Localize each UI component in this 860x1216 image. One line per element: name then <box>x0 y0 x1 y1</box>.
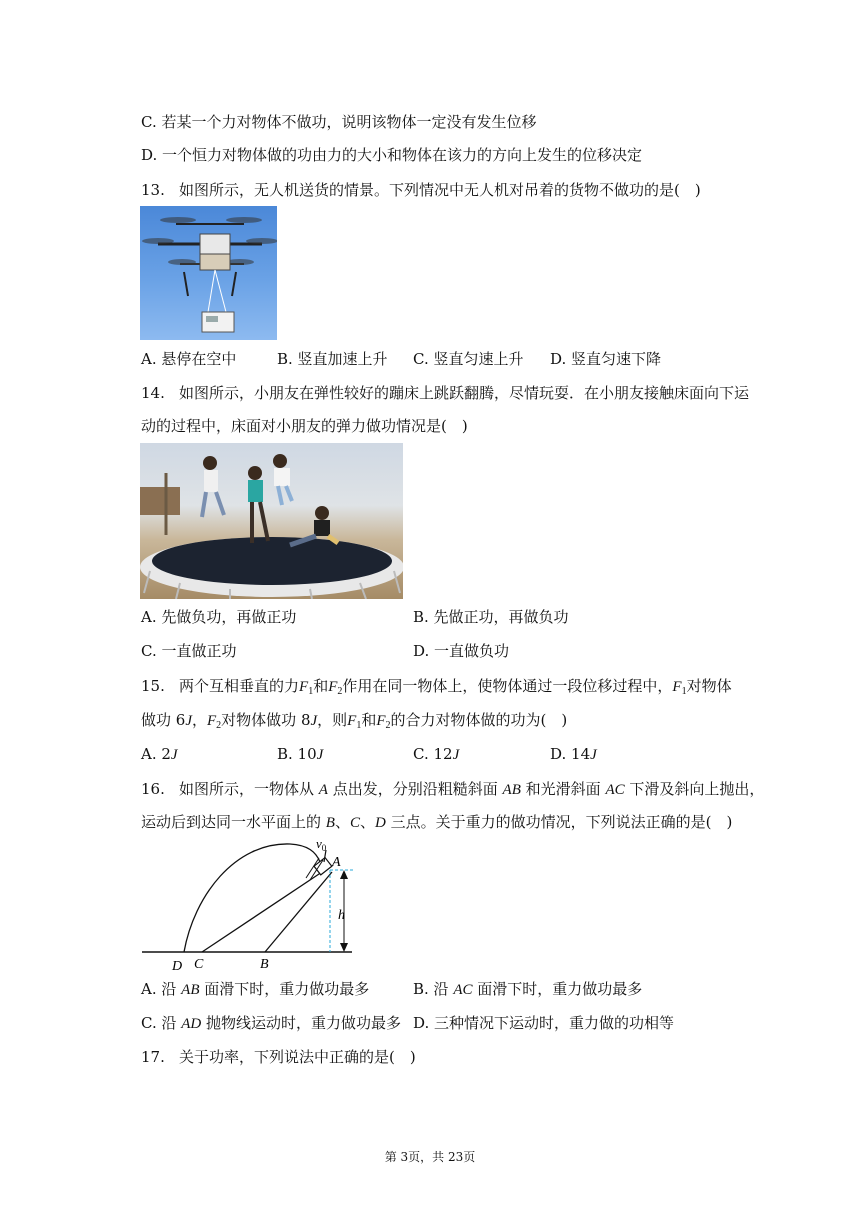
q16-option-b <box>413 979 642 1000</box>
slope-ab: AB <box>502 782 521 798</box>
force-f2 <box>207 713 221 729</box>
question-number: 17. <box>141 1048 165 1066</box>
q16-option-c <box>141 1013 401 1034</box>
q15-and: 和 <box>313 677 329 695</box>
question-number: 15. <box>141 677 165 695</box>
subscript-1: 1 <box>681 686 687 697</box>
parabola-path <box>184 844 320 952</box>
question-number: 16. <box>141 780 165 798</box>
option-text: B. 10 <box>277 745 317 763</box>
unit-j: J <box>170 747 178 763</box>
q16-text-6: 三点。关于重力的做功情况，下列说法正确的是( ) <box>390 813 733 831</box>
subscript-2: 2 <box>385 720 391 731</box>
h-arrow-down <box>340 943 348 952</box>
q16-text-2: 点出发，分别沿粗糙斜面 <box>332 780 498 798</box>
force-f2 <box>328 679 342 695</box>
q16-text-1: 如图所示，一物体从 <box>179 780 315 798</box>
q15-and: 和 <box>361 711 377 729</box>
q15-comma: ， <box>191 711 207 729</box>
unit-j: J <box>452 747 460 763</box>
q15-option-c <box>413 744 459 765</box>
q15-text-1: 两个互相垂直的力 <box>179 677 300 695</box>
force-f1 <box>347 713 361 729</box>
question-text: 如图所示，无人机送货的情景。下列情况中无人机对吊着的货物不做功的是( ) <box>179 181 701 199</box>
point-d: D <box>375 815 386 831</box>
subscript-2: 2 <box>216 720 222 731</box>
question-13 <box>141 180 701 200</box>
path-ad: AD <box>181 1016 202 1032</box>
option-text: A. 沿 <box>141 980 177 998</box>
option-c-prev: C. 若某一个力对物体不做功，说明该物体一定没有发生位移 <box>141 113 537 131</box>
slope-ac: AC <box>453 982 473 998</box>
q15-text-6: 对物体做功 8 <box>221 711 311 729</box>
label-c: C <box>194 957 204 972</box>
question-16-line2 <box>141 812 732 833</box>
q13-option-b: B. 竖直加速上升 <box>277 350 388 368</box>
q16-option-d: D. 三种情况下运动时，重力做的功相等 <box>413 1014 675 1032</box>
h-arrow-up <box>340 870 348 879</box>
question-number: 14. <box>141 384 165 402</box>
label-v0: $v_0$ <box>316 836 327 853</box>
option-text: 抛物线运动时，重力做功最多 <box>206 1014 402 1032</box>
q15-text-8: 的合力对物体做的功为( ) <box>390 711 568 729</box>
q16-text-5: 运动后到达同一水平面上的 <box>141 813 322 831</box>
option-text: 面滑下时，重力做功最多 <box>477 980 643 998</box>
option-text: 面滑下时，重力做功最多 <box>204 980 370 998</box>
f-symbol: F <box>207 713 217 729</box>
unit-j: J <box>316 747 324 763</box>
q15-option-a <box>141 744 178 765</box>
point-b: B <box>325 815 335 831</box>
label-a: A <box>332 855 341 870</box>
question-17 <box>141 1047 416 1067</box>
trampoline-photo <box>140 443 403 599</box>
q15-text-7: ，则 <box>317 711 348 729</box>
q14-option-d: D. 一直做负功 <box>413 642 510 660</box>
question-text-line1: 如图所示，小朋友在弹性较好的蹦床上跳跃翻腾，尽情玩耍．在小朋友接触床面向下运 <box>179 384 750 402</box>
q14-option-a: A. 先做负功，再做正功 <box>141 608 297 626</box>
point-a: A <box>318 782 328 798</box>
option-text: C. 沿 <box>141 1014 177 1032</box>
f-symbol: F <box>672 679 682 695</box>
q15-option-b <box>277 744 323 765</box>
question-14 <box>141 383 749 403</box>
question-15-line2 <box>141 710 567 736</box>
incline-projectile-diagram <box>140 836 360 976</box>
question-15 <box>141 676 732 702</box>
q15-text-4: 做功 6 <box>141 711 186 729</box>
force-f1 <box>299 679 313 695</box>
question-16 <box>141 779 764 800</box>
option-text: A. 2 <box>141 745 171 763</box>
f-symbol: F <box>376 713 386 729</box>
slope-ac: AC <box>605 782 625 798</box>
f-symbol: F <box>299 679 309 695</box>
option-text: B. 沿 <box>413 980 449 998</box>
option-text: D. 14 <box>550 745 591 763</box>
force-f2 <box>376 713 390 729</box>
f-symbol: F <box>347 713 357 729</box>
label-b: B <box>260 957 269 972</box>
label-h: h <box>338 908 345 923</box>
slope-ac-line <box>202 868 328 952</box>
slope-ab: AB <box>181 982 200 998</box>
label-d: D <box>172 959 183 974</box>
subscript-2: 2 <box>337 686 343 697</box>
question-number: 13. <box>141 181 165 199</box>
drone-delivery-photo <box>140 206 277 340</box>
q16-text-4: 下滑及斜向上抛出， <box>629 780 765 798</box>
option-d-prev: D. 一个恒力对物体做的功由力的大小和物体在该力的方向上发生的位移决定 <box>141 146 643 164</box>
question-text: 关于功率，下列说法中正确的是( ) <box>179 1048 416 1066</box>
force-f1 <box>672 679 686 695</box>
subscript-1: 1 <box>308 686 314 697</box>
unit-j: J <box>185 713 192 729</box>
unit-j: J <box>590 747 597 763</box>
q14-option-c: C. 一直做正功 <box>141 642 237 660</box>
separator: 、 <box>360 813 376 831</box>
unit-j: J <box>310 713 318 729</box>
q15-text-2: 作用在同一物体上，使物体通过一段位移过程中， <box>342 677 673 695</box>
q13-option-d: D. 竖直匀速下降 <box>550 350 662 368</box>
separator: 、 <box>334 813 350 831</box>
option-text: C. 12 <box>413 745 453 763</box>
page-footer: 第 3页，共 23页 <box>384 1150 476 1164</box>
q13-option-c: C. 竖直匀速上升 <box>413 350 524 368</box>
f-symbol: F <box>328 679 338 695</box>
q16-text-3: 和光滑斜面 <box>525 780 601 798</box>
q14-option-b: B. 先做正功，再做负功 <box>413 608 569 626</box>
q16-option-a <box>141 979 369 1000</box>
question-14-line2: 动的过程中，床面对小朋友的弹力做功情况是( ) <box>141 417 468 435</box>
point-c: C <box>349 815 360 831</box>
q15-text-3: 对物体 <box>686 677 732 695</box>
slope-ab-line <box>265 872 332 952</box>
q15-option-d <box>550 744 597 765</box>
subscript-1: 1 <box>356 720 362 731</box>
q13-option-a: A. 悬停在空中 <box>141 350 237 368</box>
